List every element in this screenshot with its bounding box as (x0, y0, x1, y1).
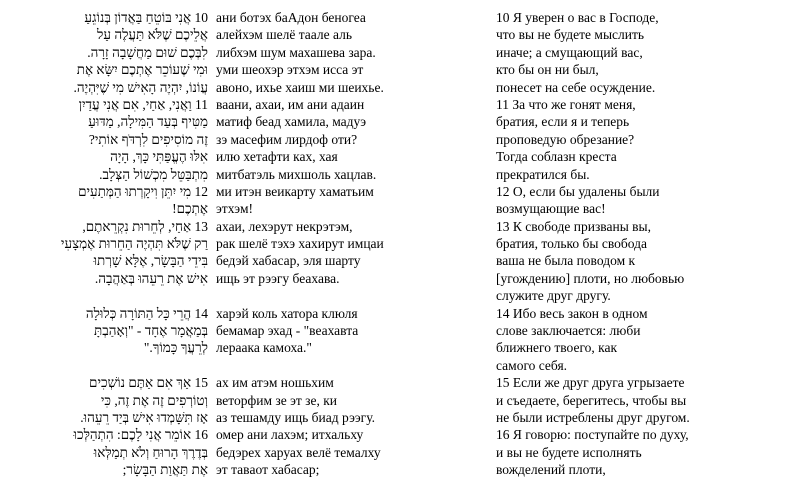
transliteration-line: матиф беад хамила, мадуэ (216, 114, 367, 130)
hebrew-line: וּמִי שֶׁעוֹכֵר אֶתְכֶם יִשָּׂא אֶת (76, 62, 208, 78)
transliteration-line: ваани, ахаи, им ани адаин (216, 96, 365, 112)
russian-line: 10 Я уверен о вас в Господе, (496, 10, 659, 25)
russian-line: братия, если я и теперь (496, 114, 630, 130)
russian-line: слове заключается: люби (496, 323, 641, 339)
hebrew-column (8, 9, 208, 479)
hebrew-line: לִבְּכֶם שׁוּם מַחֲשָׁבָה זָרָה. (87, 44, 208, 60)
hebrew-line: רַק שֶׁלֹּא תִּהְיֶה הַחֵרוּת אֶמְצָעִי (60, 236, 208, 252)
hebrew-line: אֶתְכֶם! (172, 201, 208, 217)
transliteration-line: этхэм! (216, 201, 253, 217)
hebrew-line: בְּמַאֲמָר אֶחָד - "וְאָהַבְתָּ (93, 323, 208, 339)
russian-line: служите друг другу. (496, 288, 611, 304)
russian-line: Тогда соблазн креста (496, 149, 617, 165)
transliteration-line: аз тешамду ищь биад рээгу. (216, 409, 375, 425)
russian-line: 16 Я говорю: поступайте по духу, (496, 427, 689, 443)
transliteration-line: бедэй хабасар, эля шарту (216, 253, 361, 269)
russian-line: [угождению] плоти, но любовью (496, 270, 685, 286)
transliteration-line: ани ботэх баАдон беногеа (216, 10, 366, 25)
transliteration-line: ах им атэм ношьхим (216, 375, 334, 391)
hebrew-line: לְרֵעֲךָ כָּמוֹךָ." (143, 340, 208, 356)
hebrew-line: 13 אַחַי, לְחֵרוּת נִקְרֵאתֶם, (82, 218, 208, 234)
russian-line: проповедую обрезание? (496, 131, 635, 147)
russian-line: и съедаете, берегитесь, чтобы вы (496, 392, 687, 408)
line-gap (216, 287, 476, 304)
transliteration-line: митбатэль михшоль хацлав. (216, 166, 377, 182)
transliteration-line: бемамар эхад - "веахавта (216, 323, 359, 339)
russian-line: прекратился бы. (496, 166, 590, 182)
russian-line: и вы не будете исполнять (496, 444, 642, 460)
hebrew-line: 11 וַאֲנִי, אַחַי, אִם אֲנִי עֲדַיִן (78, 96, 208, 112)
hebrew-line: זֶה מוֹסִיפִים לִרְדֹּף אוֹתִי? (88, 131, 208, 147)
russian-line: 14 Ибо весь закон в одном (496, 305, 648, 321)
transliteration-line: авоно, ихье хаиш ми шеихье. (216, 79, 384, 95)
transliteration-line: харэй коль хатора клюля (216, 305, 358, 321)
russian-line: самого себя. (496, 357, 568, 373)
russian-line: 15 Если же друг друга угрызаете (496, 375, 685, 391)
hebrew-line: וְטוֹרְפִים זֶה אֶת זֶה, כִּי (100, 392, 208, 408)
hebrew-line: אֲלֵיכֶם שֶׁלֹּא תַּעֲלֶה עַל (97, 27, 208, 43)
russian-line: понесет на себе осуждение. (496, 79, 656, 95)
russian-line: кто бы он ни был, (496, 62, 599, 78)
line-gap (8, 357, 208, 374)
hebrew-line: 12 מִי יִתֵּן וִיקָרְתוּ הַמְּתַעִים (78, 183, 208, 199)
russian-line: возмущающие вас! (496, 201, 606, 217)
hebrew-line: עֲוֹנוֹ, יִהְיֶה הָאִישׁ מִי שֶׁיִּהְיֶה. (73, 79, 208, 95)
transliteration-column (216, 9, 476, 479)
russian-line: 13 К свободе призваны вы, (496, 218, 651, 234)
transliteration-line: уми шеохэр этхэм исса эт (216, 62, 364, 78)
russian-line: не были истреблены друг другом. (496, 409, 690, 425)
hebrew-line: אִישׁ אֶת רֵעֵהוּ בְּאַהֲבָה. (94, 270, 208, 286)
russian-line: 12 О, если бы удалены были (496, 183, 660, 199)
transliteration-line: веторфим зе эт зе, ки (216, 392, 338, 408)
russian-line: иначе; а смущающий вас, (496, 44, 643, 60)
hebrew-line: 10 אֲנִי בּוֹטֵחַ בַּאֲדוֹן בְּנוֹגֵעַ (84, 10, 208, 25)
transliteration-line: рак шелё тэхэ хахирут имцаи (216, 236, 384, 252)
transliteration-line: ахаи, лехэрут некрэтэм, (216, 218, 353, 234)
russian-line: что вы не будете мыслить (496, 27, 645, 43)
hebrew-line: 14 הֲרֵי כָּל הַתּוֹרָה כְּלוּלָה (85, 305, 208, 321)
transliteration-line: бедэрех харуах велё темалху (216, 444, 381, 460)
russian-line: 11 За что же гонят меня, (496, 96, 636, 112)
hebrew-line: אִלּוּ הֶעֱפַּתִּי כָּךְ, הָיָה (110, 149, 208, 165)
russian-line: вожделений плоти, (496, 462, 606, 478)
transliteration-line: алейхэм шелё таале аль (216, 27, 352, 43)
hebrew-line: 15 אַךְ אִם אַתֶּם נוֹשְׁכִים (89, 375, 208, 391)
russian-column (496, 9, 796, 479)
hebrew-line: 16 אוֹמֵר אֲנִי לָכֶם: הִתְהַלְּכוּ (73, 427, 208, 443)
transliteration-line: зэ масефим лирдоф оти? (216, 131, 358, 147)
hebrew-line: מִתְבַּטֵּל מִכְשׁוֹל הַצְּלָב. (99, 166, 208, 182)
transliteration-line: ми итэн веикарту хаматьим (216, 183, 374, 199)
transliteration-line: ищь эт рээгу беахава. (216, 270, 340, 286)
transliteration-line: либхэм шум махашева зара. (216, 44, 376, 60)
russian-line: братия, только бы свобода (496, 236, 647, 252)
hebrew-line: בְּדֶרֶךְ הָרוּחַ וְלֹא תְמַלְּאוּ (93, 444, 208, 460)
transliteration-line: омер ани лахэм; итхальху (216, 427, 364, 443)
line-gap (216, 357, 476, 374)
transliteration-line: илю хетафти ках, хая (216, 149, 338, 165)
hebrew-line: בִּידֵי הַבָּשָׂר, אֶלָּא שָׁרְתוּ (93, 253, 208, 269)
russian-line: ближнего твоего, как (496, 340, 618, 356)
transliteration-line: лераака камоха." (216, 340, 312, 356)
transliteration-line: эт тавaот хабасар; (216, 462, 320, 478)
hebrew-line: מַטִּיף בְּעַד הַמִּילָה, מַדּוּעַ (88, 114, 208, 130)
hebrew-line: אָז תִּשָּׁמְדוּ אִישׁ בְּיַד רֵעֵהוּ. (80, 409, 208, 425)
hebrew-line: אֶת תַּאֲוַת הַבָּשָׂר; (122, 462, 208, 478)
russian-line: ваша не была поводом к (496, 253, 636, 269)
line-gap (8, 287, 208, 304)
